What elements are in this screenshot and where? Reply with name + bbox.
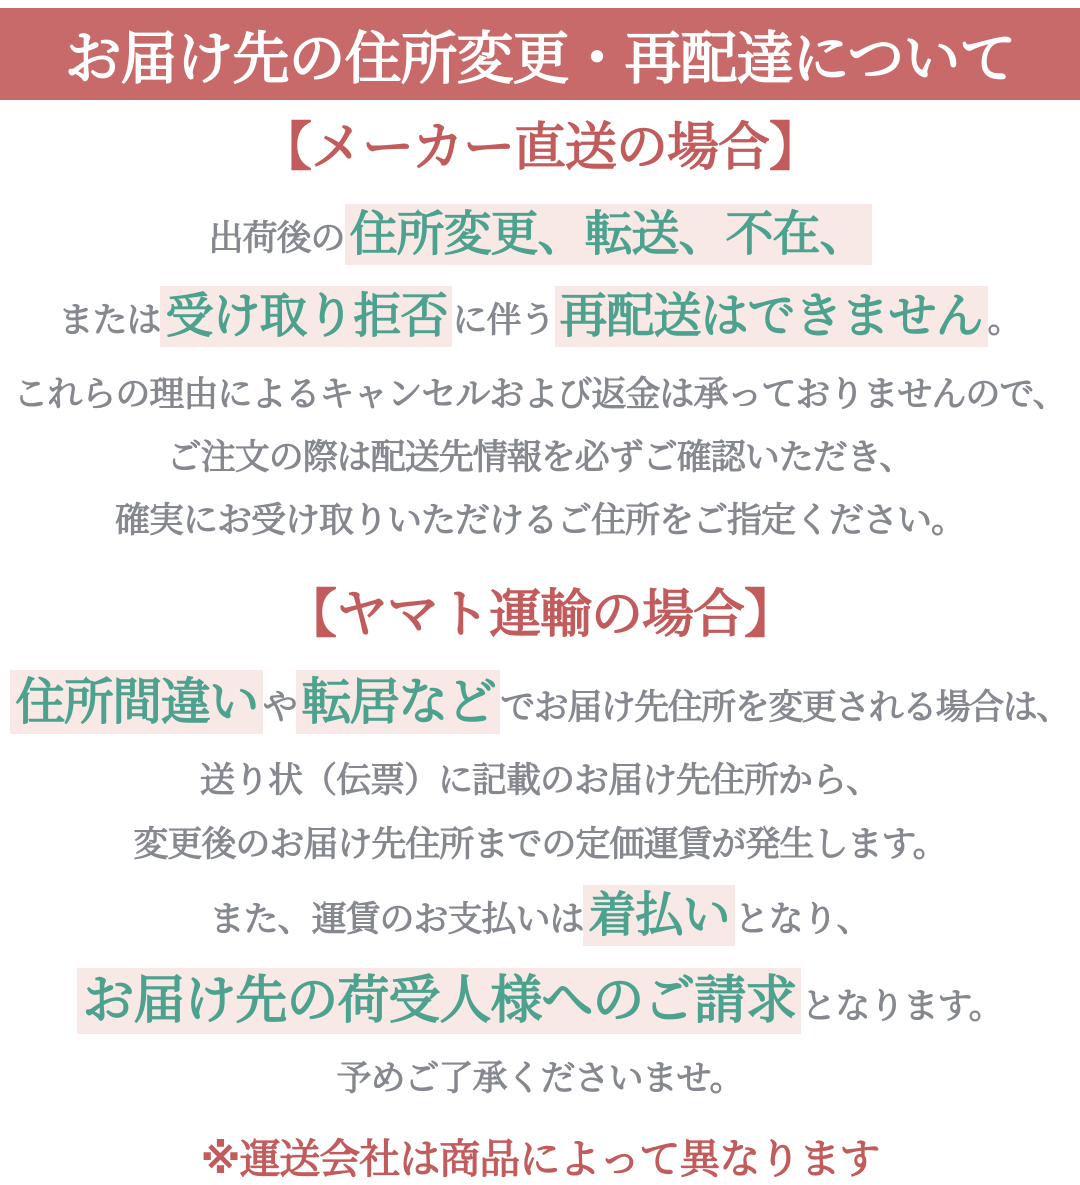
highlight-relocation: 転居など — [296, 670, 500, 734]
text-segment: や — [262, 688, 297, 728]
body-line-confirm-shipping-info: ご注文の際は配送先情報を必ずご確認いただき、 — [166, 437, 914, 477]
body-line-understanding: 予めご了承くださいませ。 — [336, 1059, 744, 1099]
highlight-address-change-forward-absence: 住所変更、転送、不在、 — [345, 204, 872, 265]
highlight-no-redelivery: 再配送はできません — [555, 286, 988, 347]
text-segment: また、運賃のお支払いは — [209, 900, 584, 940]
notice-page — [0, 8, 1080, 1183]
highlight-cash-on-delivery: 着払い — [583, 885, 734, 946]
body-line-no-cancel-refund: これらの理由によるキャンセルおよび返金は承っておりませんので、 — [13, 374, 1067, 414]
body-line-no-redelivery — [0, 288, 1080, 346]
body-line-payment-method — [0, 887, 1080, 945]
text-segment: に伴う — [452, 301, 555, 341]
body-line-invoice-address: 送り状（伝票）に記載のお届け先住所から、 — [199, 761, 880, 801]
body-line-address-change-cases — [0, 672, 1080, 732]
body-line-billed-to-recipient — [0, 970, 1080, 1032]
text-segment: でお届け先住所を変更される場合は、 — [500, 688, 1070, 728]
section-maker-direct — [0, 121, 1080, 542]
section-heading-maker-direct: 【メーカー直送の場合】 — [260, 119, 820, 177]
page-title: お届け先の住所変更・再配達について — [64, 27, 1016, 91]
text-segment: となります。 — [801, 986, 1003, 1026]
text-segment: 。 — [987, 301, 1022, 341]
section-yamato — [0, 585, 1080, 1101]
body-line-specify-address: 確実にお受け取りいただけるご住所をご指定ください。 — [114, 500, 965, 540]
text-segment: または — [58, 301, 161, 341]
text-segment: となり、 — [734, 900, 871, 940]
body-line-shipment-changes — [0, 206, 1080, 264]
highlight-wrong-address: 住所間違い — [10, 670, 263, 734]
body-line-fare-incurred: 変更後のお届け先住所までの定価運賃が発生します。 — [133, 825, 947, 865]
page-title-banner — [0, 8, 1080, 100]
footer-note-carrier-varies: ※運送会社は商品によって異なります — [200, 1136, 880, 1183]
text-segment: 出荷後の — [208, 218, 345, 258]
highlight-billed-to-recipient: お届け先の荷受人様へのご請求 — [77, 968, 801, 1034]
highlight-refusal: 受け取り拒否 — [160, 286, 452, 347]
section-heading-yamato: 【ヤマト運輸の場合】 — [284, 585, 795, 644]
